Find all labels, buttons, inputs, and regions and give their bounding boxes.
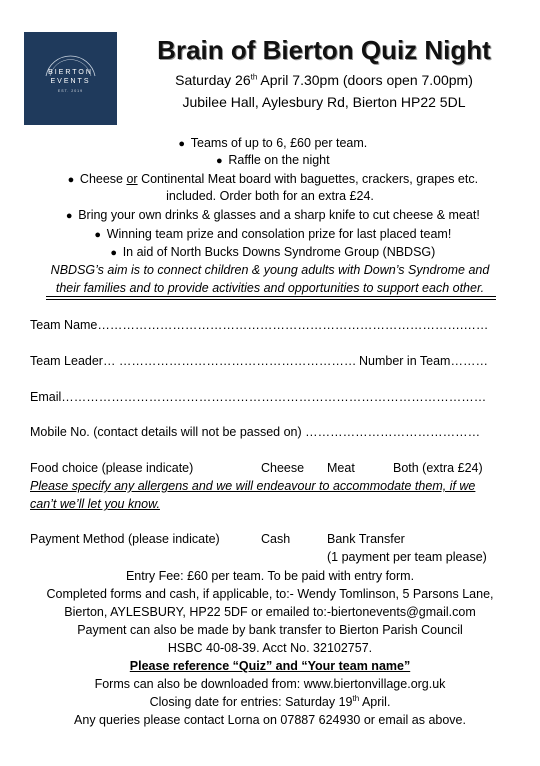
event-venue: Jubilee Hall, Aylesbury Rd, Bierton HP22 5DL [182, 94, 466, 110]
food-option-cheese[interactable]: Cheese [261, 461, 305, 475]
aim-line-1: NBDSG’s aim is to connect children & young adults with Down’s Syndrome and [50, 263, 490, 277]
payment-option-cash[interactable]: Cash [261, 532, 291, 546]
team-name-field[interactable]: Team Name…………………………………………………………………………….…… [30, 318, 489, 332]
payment-note: (1 payment per team please) [327, 550, 487, 564]
event-date: Saturday 26th April 7.30pm (doors open 7.00pm) [175, 72, 473, 88]
page-title: Brain of Bierton Quiz Night [157, 35, 491, 65]
completed-forms-line-1: Completed forms and cash, if applicable, to:- Wendy Tomlinson, 5 Parsons Lane, [46, 587, 494, 601]
aim-line-2: their families and to provide activities and opportunities to support each other. [55, 281, 485, 295]
entry-fee: Entry Fee: £60 per team. To be paid with entry form. [125, 569, 415, 583]
mobile-field[interactable]: Mobile No. (contact details will not be passed on) …………………………………… [30, 425, 481, 439]
team-leader-field[interactable]: Team Leader… ………………………………………………… [30, 354, 357, 368]
bank-transfer-line-1: Payment can also be made by bank transfer to Bierton Parish Council [77, 623, 463, 637]
payment-reference: Please reference “Quiz” and “Your team name” [129, 659, 411, 673]
bullet-charity: ● In aid of North Bucks Downs Syndrome Group (NBDSG) [0, 244, 540, 261]
payment-option-bank[interactable]: Bank Transfer [327, 532, 405, 546]
email-field[interactable]: Email………………………………………………………………………………………… [30, 390, 487, 404]
bullet-icon: ● [110, 247, 118, 259]
bullet-icon: ● [216, 155, 223, 167]
bullet-icon: ● [94, 229, 102, 241]
bullet-drinks: ● Bring your own drinks & glasses and a sharp knife to cut cheese & meat! [0, 207, 540, 224]
bullet-icon: ● [67, 174, 75, 186]
bullet-icon: ● [65, 210, 73, 222]
bullet-prizes: ● Winning team prize and consolation prize for last placed team! [0, 226, 540, 243]
logo-line-1: BIERTON [48, 69, 93, 76]
bullet-raffle: ● Raffle on the night [0, 152, 540, 169]
divider-bottom [46, 299, 496, 300]
bullet-teams: ● Teams of up to 6, £60 per team. [0, 135, 540, 152]
allergen-note-2: can’t we’ll let you know. [30, 497, 160, 511]
allergen-note-1: Please specify any allergens and we will endeavour to accommodate them, if we [30, 479, 476, 493]
logo-line-2: EVENTS [50, 78, 91, 85]
food-option-both[interactable]: Both (extra £24) [393, 461, 483, 475]
logo-est: EST. 2019 [57, 89, 84, 93]
download-info: Forms can also be downloaded from: www.biertonvillage.org.uk [94, 677, 446, 691]
food-choice-label: Food choice (please indicate) [30, 461, 194, 475]
bierton-events-logo [24, 32, 117, 125]
number-in-team-field[interactable]: Number in Team……… [359, 354, 488, 368]
bullet-boards-continued: included. Order both for an extra £24. [166, 189, 374, 203]
closing-date: Closing date for entries: Saturday 19th April. [149, 693, 391, 709]
payment-method-label: Payment Method (please indicate) [30, 532, 220, 546]
bank-transfer-line-2: HSBC 40-08-39. Acct No. 32102757. [167, 641, 373, 655]
completed-forms-line-2: Bierton, AYLESBURY, HP22 5DF or emailed to:-biertonevents@gmail.com [64, 605, 476, 619]
food-option-meat[interactable]: Meat [327, 461, 355, 475]
queries-contact: Any queries please contact Lorna on 07887 624930 or email as above. [74, 713, 466, 727]
bullet-icon: ● [178, 138, 186, 150]
divider-top [46, 296, 496, 297]
bullet-boards: ● Cheese or Continental Meat board with baguettes, crackers, grapes etc. [0, 171, 540, 188]
